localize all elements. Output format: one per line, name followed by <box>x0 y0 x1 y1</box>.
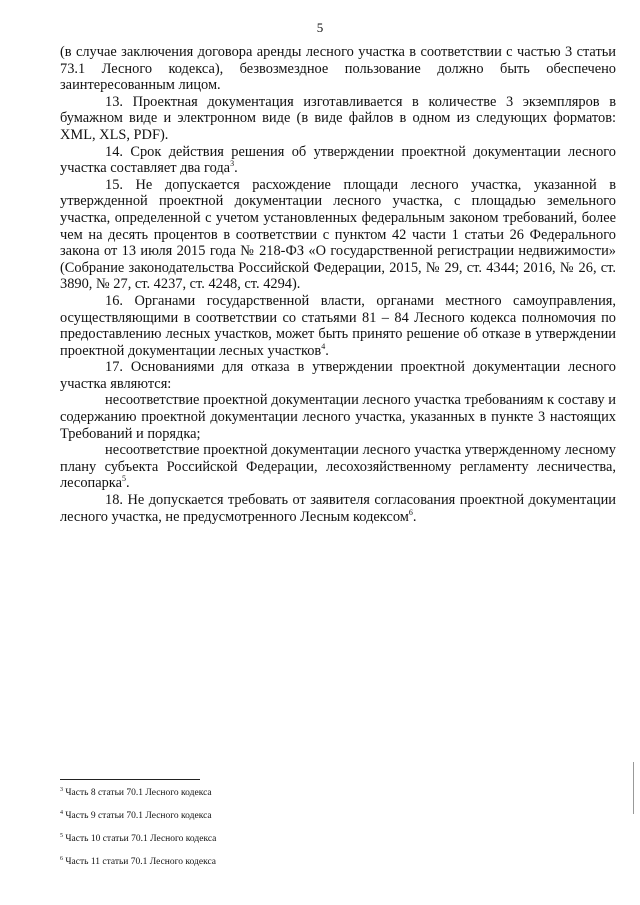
paragraph-tail: . <box>125 475 130 492</box>
paragraph-15 <box>60 177 616 293</box>
footnote-ref: 4 <box>321 341 326 351</box>
footnote-ref: 3 <box>230 159 235 169</box>
footnote-text: Часть 11 статьи 70.1 Лесного кодекса <box>65 857 217 867</box>
paragraph-text: (в случае заключения договора аренды лесного участка в соответствии с частью 3 статьи 73.1 Лесного кодекса), безвозмездное пользование должно быть обеспечено заинтересованным лицом. <box>60 44 616 94</box>
footnote-text: Часть 9 статьи 70.1 Лесного кодекса <box>65 811 212 821</box>
paragraph-text: несоответствие проектной документации лесного участка утвержденному лесному плану субъекта Российской Федерации, лесохозяйственному регламенту лесничества, лесопарка <box>60 442 616 492</box>
scan-edge-mark <box>633 762 634 814</box>
paragraph-tail: . <box>325 342 329 359</box>
paragraph-text: 15. Не допускается расхождение площади лесного участка, указанной в утвержденной проектной документации лесного участка, с площадью земельного участка, определенной с учетом установленных федеральным законом требований, более чем на десять процентов в соответствии с пунктом 42 части 1 статьи 26 Федерального закона от 13 июля 2015 года № 218-ФЗ «О государственной регистрации недвижимости» (Собрание законодательства Российской Федерации, 2015, № 29, ст. 4344; 2016, № 26, ст. 3890, № 27, ст. 4237, ст. 4248, ст. 4294). <box>60 176 616 293</box>
footnote-4 <box>60 810 360 822</box>
footnote-mark: 3 <box>60 786 63 793</box>
footnote-divider <box>60 779 200 780</box>
paragraph-13 <box>60 94 616 144</box>
paragraph-17 <box>60 359 616 392</box>
paragraph-text: несоответствие проектной документации лесного участка требованиям к составу и содержанию проектной документации лесного участка, указанных в пункте 3 настоящих Требований и порядка; <box>60 392 616 442</box>
footnote-mark: 4 <box>60 809 63 816</box>
footnotes <box>60 787 360 879</box>
page-number: 5 <box>316 20 324 35</box>
footnote-text: Часть 8 статьи 70.1 Лесного кодекса <box>65 788 212 798</box>
paragraph-text: 18. Не допускается требовать от заявителя согласования проектной документации лесного участка, не предусмотренного Лесным кодексом <box>60 492 616 525</box>
footnote-ref: 5 <box>121 474 126 484</box>
footnote-6 <box>60 856 360 868</box>
footnote-ref: 6 <box>408 507 413 517</box>
footnote-mark: 6 <box>60 855 63 862</box>
paragraph-text: 14. Срок действия решения об утверждении проектной документации лесного участка составляет два года <box>60 143 616 177</box>
paragraph-17-item-1 <box>60 392 616 442</box>
paragraph-tail: . <box>234 160 238 177</box>
paragraph-16 <box>60 293 616 359</box>
paragraph-text: 17. Основаниями для отказа в утверждении проектной документации лесного участка являются: <box>60 359 616 392</box>
footnote-5 <box>60 833 360 845</box>
paragraph-18 <box>60 492 616 525</box>
paragraph-14 <box>60 144 616 177</box>
paragraph-17-item-2 <box>60 442 616 492</box>
footnote-mark: 5 <box>60 832 63 839</box>
body-text <box>60 44 616 525</box>
paragraph-text: 13. Проектная документация изготавливается в количестве 3 экземпляров в бумажном виде и электронном виде (в виде файлов в одном из следующих форматов: XML, XLS, PDF). <box>60 93 616 143</box>
footnote-text: Часть 10 статьи 70.1 Лесного кодекса <box>65 834 217 844</box>
paragraph-continuation <box>60 44 616 94</box>
footnote-3 <box>60 787 360 799</box>
paragraph-tail: . <box>412 508 417 525</box>
paragraph-text: 16. Органами государственной власти, органами местного самоуправления, осуществляющими в соответствии со статьями 81 – 84 Лесного кодекса полномочия по предоставлению лесных участков, может быть принято решение об отказе в утверждении проектной документации лесных участков <box>60 292 616 359</box>
